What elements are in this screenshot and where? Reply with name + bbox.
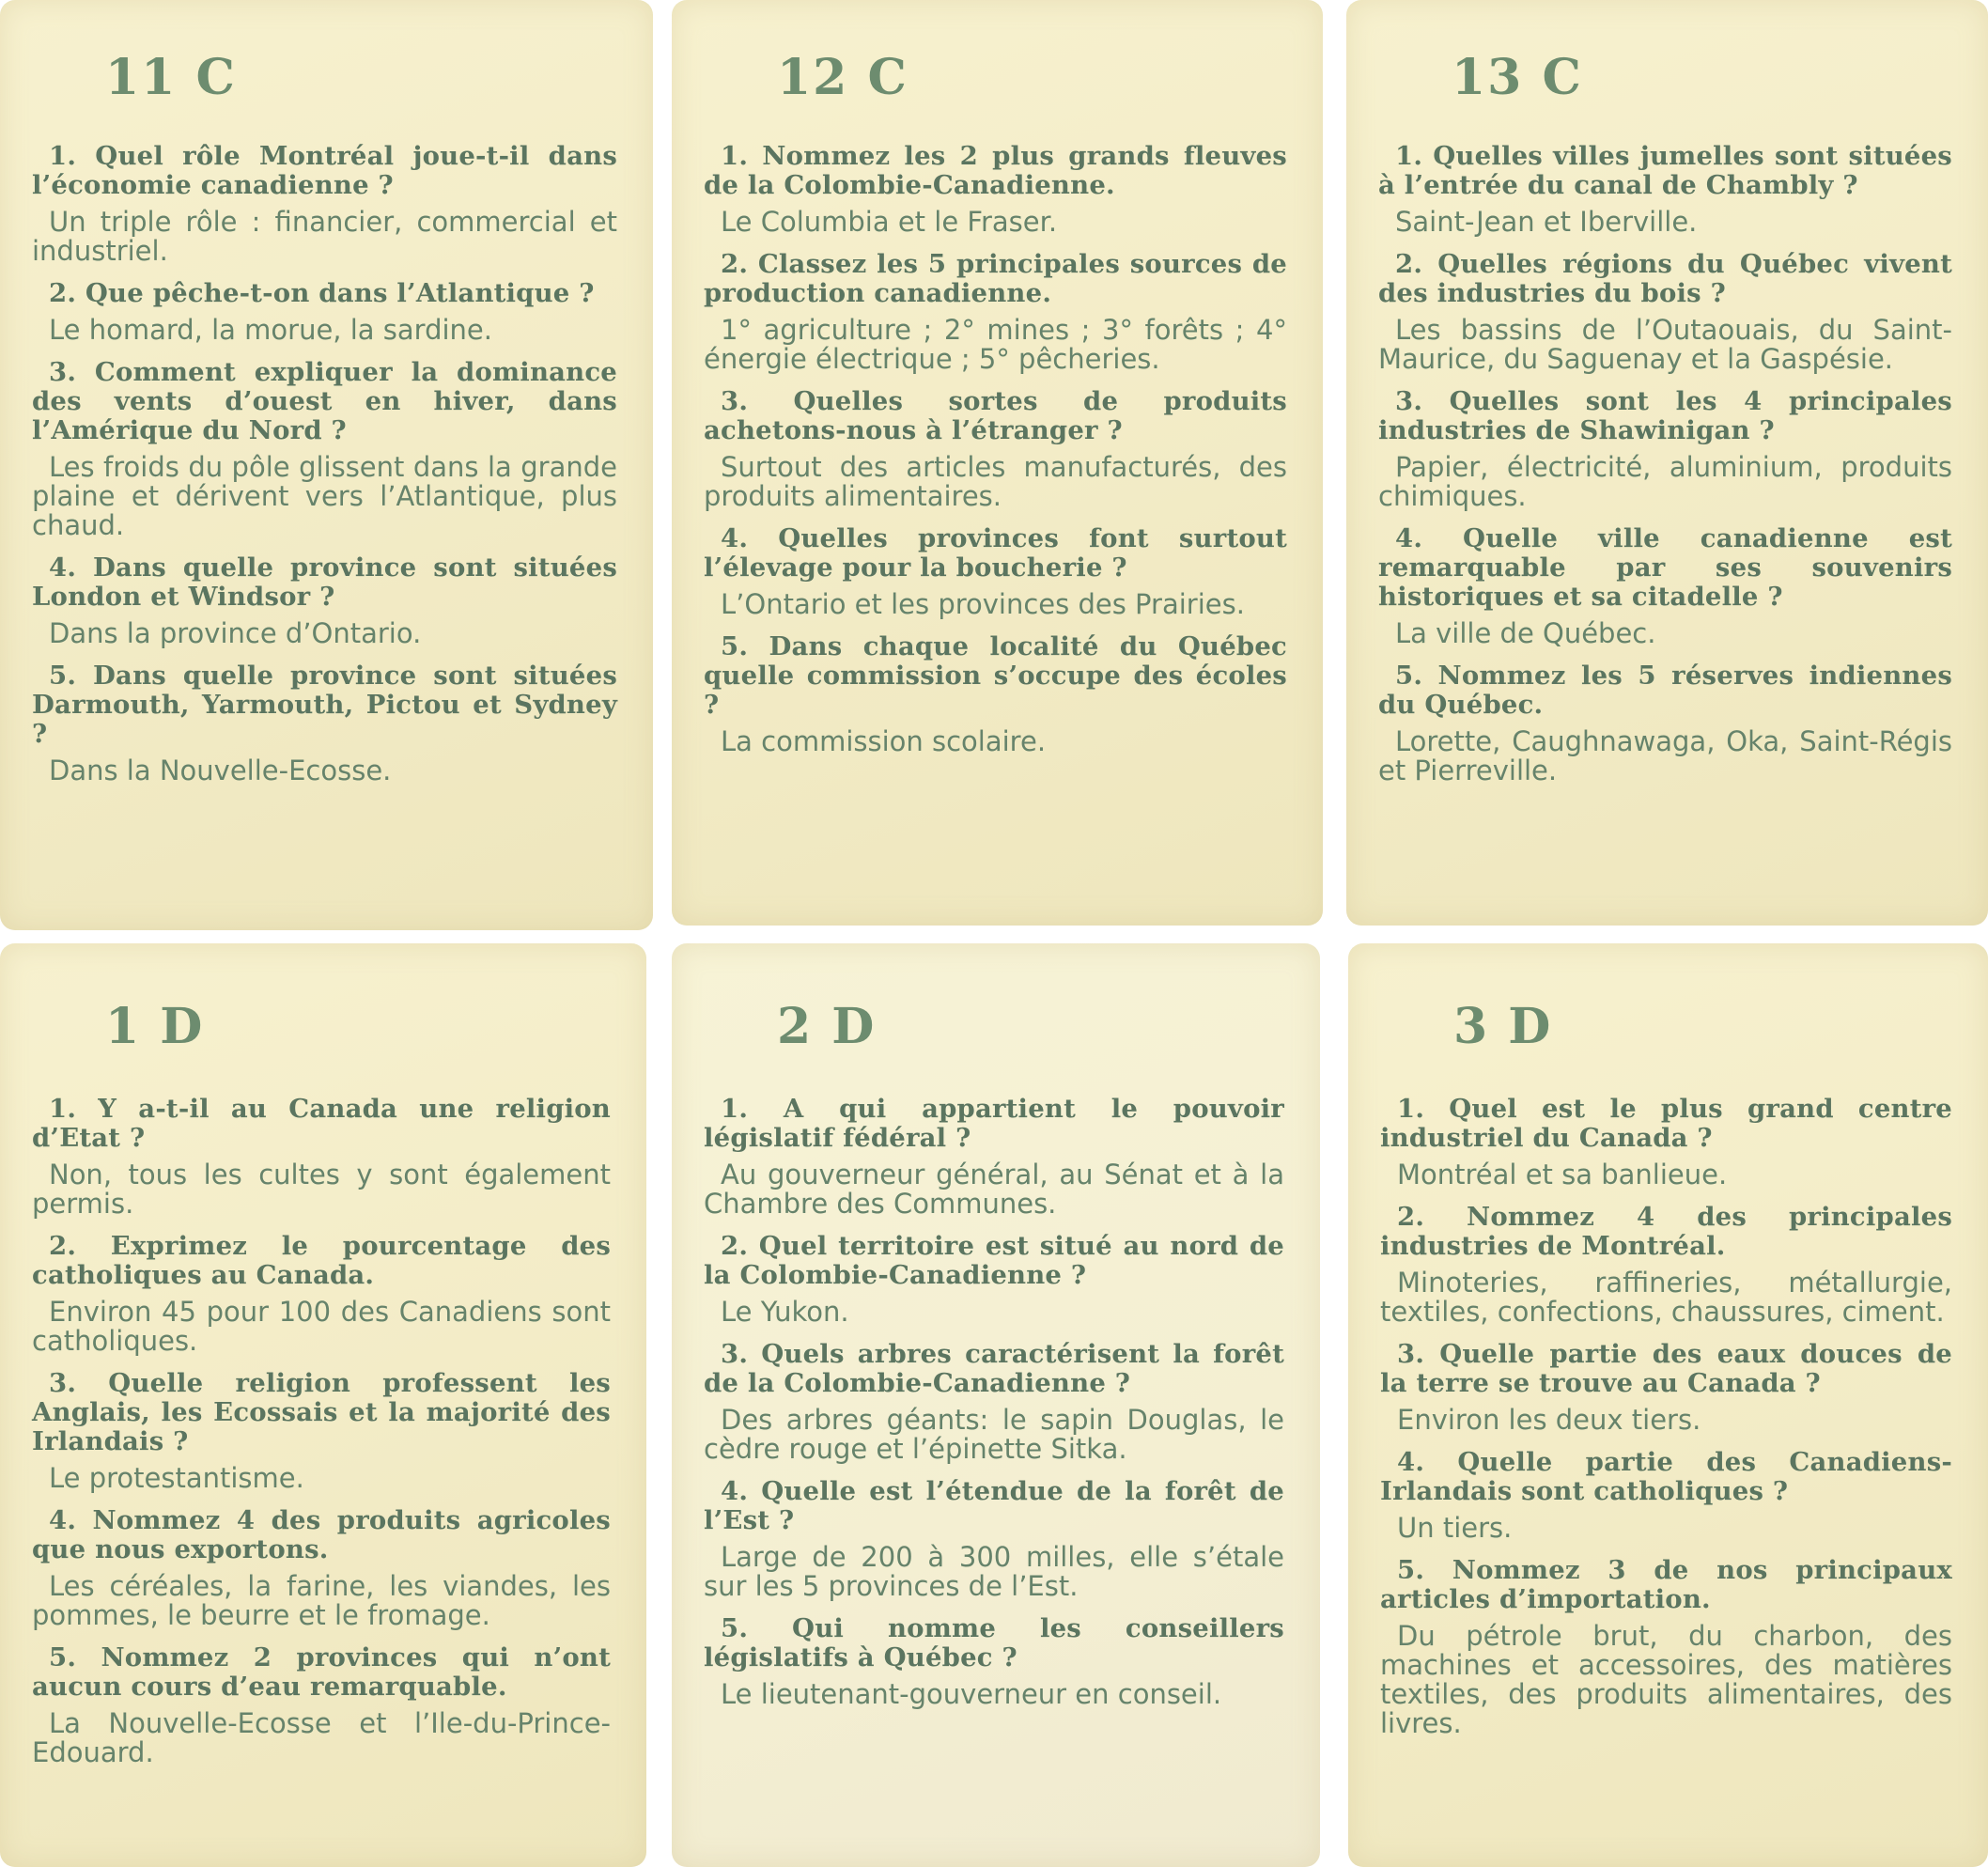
qa-item [1380,1340,1952,1435]
quiz-card-1d [0,943,646,1867]
answer: Le lieutenant-gouverneur en conseil. [721,1678,1222,1710]
qa-item [704,1232,1284,1327]
answer: L’Ontario et les provinces des Prairies. [721,588,1245,620]
qa-item [1380,1556,1952,1738]
qa-item [704,1614,1284,1709]
answer: Saint-Jean et Iberville. [1395,206,1698,238]
answer: Au gouverneur général, au Sénat et à la Chambre des Communes. [704,1159,1284,1220]
qa-item [1378,524,1952,648]
question: 4. Quelle partie des Canadiens-Irlandais sont catholiques ? [1380,1447,1952,1506]
qa-item [1378,250,1952,374]
qa-item [704,142,1287,237]
question: 5. Qui nomme les conseillers législatifs à Québec ? [704,1613,1284,1673]
answer: Montréal et sa banlieue. [1397,1159,1728,1190]
question: 1. Quel rôle Montréal joue-t-il dans l’économie canadienne ? [32,141,617,200]
qa-item [704,1095,1284,1219]
qa-item [704,1477,1284,1601]
qa-item [1378,661,1952,786]
answer: Le Yukon. [721,1296,849,1328]
card-title: 13 C [1452,49,1583,106]
question: 3. Comment expliquer la dominance des vents d’ouest en hiver, dans l’Amérique du Nord ? [32,357,617,445]
quiz-card-13c [1346,0,1988,926]
question: 2. Nommez 4 des principales industries de Montréal. [1380,1202,1952,1261]
qa-item [1380,1448,1952,1543]
qa-item [32,1506,611,1630]
answer: Dans la Nouvelle-Ecosse. [49,755,392,786]
question: 4. Quelles provinces font surtout l’élevage pour la boucherie ? [704,523,1287,583]
answer: Environ 45 pour 100 des Canadiens sont catholiques. [32,1296,611,1357]
qa-item [32,661,617,786]
answer: Un triple rôle : financier, commercial et industriel. [32,206,617,267]
answer: Large de 200 à 300 milles, elle s’étale sur les 5 provinces de l’Est. [704,1541,1284,1602]
answer: Non, tous les cultes y sont également permis. [32,1159,611,1220]
answer: 1° agriculture ; 2° mines ; 3° forêts ; 4° énergie électrique ; 5° pêcheries. [704,314,1287,375]
question: 5. Dans chaque localité du Québec quelle commission s’occupe des écoles ? [704,631,1287,720]
question: 2. Classez les 5 principales sources de production canadienne. [704,249,1287,308]
card-title: 12 C [777,49,909,106]
answer: Le Columbia et le Fraser. [721,206,1058,238]
answer: Surtout des articles manufacturés, des produits alimentaires. [704,451,1287,512]
qa-item [704,387,1287,511]
qa-item [1378,142,1952,237]
question: 1. A qui appartient le pouvoir législatif fédéral ? [704,1094,1284,1153]
answer: Lorette, Caughnawaga, Oka, Saint-Régis et Pierreville. [1378,725,1952,786]
question: 5. Nommez les 5 réserves indiennes du Québec. [1378,661,1952,720]
qa-item [704,250,1287,374]
answer: La ville de Québec. [1395,617,1656,649]
answer: Minoteries, raffineries, métallurgie, textiles, confections, chaussures, ciment. [1380,1267,1952,1328]
question: 1. Quelles villes jumelles sont situées à l’entrée du canal de Chambly ? [1378,141,1952,200]
card-title: 3 D [1453,998,1553,1055]
answer: La commission scolaire. [721,725,1047,757]
question: 1. Quel est le plus grand centre industriel du Canada ? [1380,1094,1952,1153]
qa-item [32,279,617,345]
question: 1. Nommez les 2 plus grands fleuves de la Colombie-Canadienne. [704,141,1287,200]
question: 3. Quels arbres caractérisent la forêt de la Colombie-Canadienne ? [704,1339,1284,1398]
question: 3. Quelle partie des eaux douces de la terre se trouve au Canada ? [1380,1339,1952,1398]
question: 2. Quelles régions du Québec vivent des industries du bois ? [1378,249,1952,308]
answer: Environ les deux tiers. [1397,1404,1701,1436]
qa-item [704,1340,1284,1464]
qa-item [32,1643,611,1767]
card-title: 1 D [105,998,205,1055]
qa-item [704,524,1287,619]
qa-item [1380,1095,1952,1190]
answer: Les céréales, la farine, les viandes, les pommes, le beurre et le fromage. [32,1570,611,1631]
question: 3. Quelles sortes de produits achetons-nous à l’étranger ? [704,386,1287,445]
question: 2. Quel territoire est situé au nord de la Colombie-Canadienne ? [704,1231,1284,1290]
qa-item [32,1232,611,1356]
answer: Le homard, la morue, la sardine. [49,314,492,346]
quiz-card-11c [0,0,653,930]
answer: Dans la province d’Ontario. [49,617,422,649]
answer: Un tiers. [1397,1512,1513,1544]
answer: Du pétrole brut, du charbon, des machines et accessoires, des matières textiles, des produits alimentaires, des livres. [1380,1620,1952,1739]
question: 1. Y a-t-il au Canada une religion d’Etat ? [32,1094,611,1153]
answer: Le protestantisme. [49,1462,304,1494]
quiz-card-12c [672,0,1323,926]
question: 5. Dans quelle province sont situées Darmouth, Yarmouth, Pictou et Sydney ? [32,661,617,749]
question: 5. Nommez 2 provinces qui n’ont aucun cours d’eau remarquable. [32,1642,611,1702]
card-title: 11 C [105,49,237,106]
answer: Les froids du pôle glissent dans la grande plaine et dérivent vers l’Atlantique, plus chaud. [32,451,617,541]
qa-item [32,358,617,540]
qa-item [32,553,617,648]
quiz-card-3d [1348,943,1988,1867]
qa-item [704,632,1287,756]
question: 2. Exprimez le pourcentage des catholiques au Canada. [32,1231,611,1290]
qa-item [1380,1203,1952,1327]
card-title: 2 D [777,998,877,1055]
question: 5. Nommez 3 de nos principaux articles d’importation. [1380,1555,1952,1614]
qa-item [1378,387,1952,511]
answer: Des arbres géants: le sapin Douglas, le cèdre rouge et l’épinette Sitka. [704,1404,1284,1465]
question: 2. Que pêche-t-on dans l’Atlantique ? [49,278,595,308]
qa-item [32,1369,611,1493]
answer: Les bassins de l’Outaouais, du Saint-Maurice, du Saguenay et la Gaspésie. [1378,314,1952,375]
qa-item [32,142,617,266]
question: 3. Quelles sont les 4 principales industries de Shawinigan ? [1378,386,1952,445]
answer: La Nouvelle-Ecosse et l’Ile-du-Prince-Edouard. [32,1707,611,1768]
question: 4. Quelle ville canadienne est remarquable par ses souvenirs historiques et sa citadelle ? [1378,523,1952,612]
quiz-card-2d [672,943,1320,1867]
answer: Papier, électricité, aluminium, produits chimiques. [1378,451,1952,512]
question: 4. Quelle est l’étendue de la forêt de l’Est ? [704,1476,1284,1535]
question: 4. Nommez 4 des produits agricoles que nous exportons. [32,1505,611,1564]
question: 3. Quelle religion professent les Anglais, les Ecossais et la majorité des Irlandais ? [32,1368,611,1456]
qa-item [32,1095,611,1219]
question: 4. Dans quelle province sont situées London et Windsor ? [32,552,617,612]
